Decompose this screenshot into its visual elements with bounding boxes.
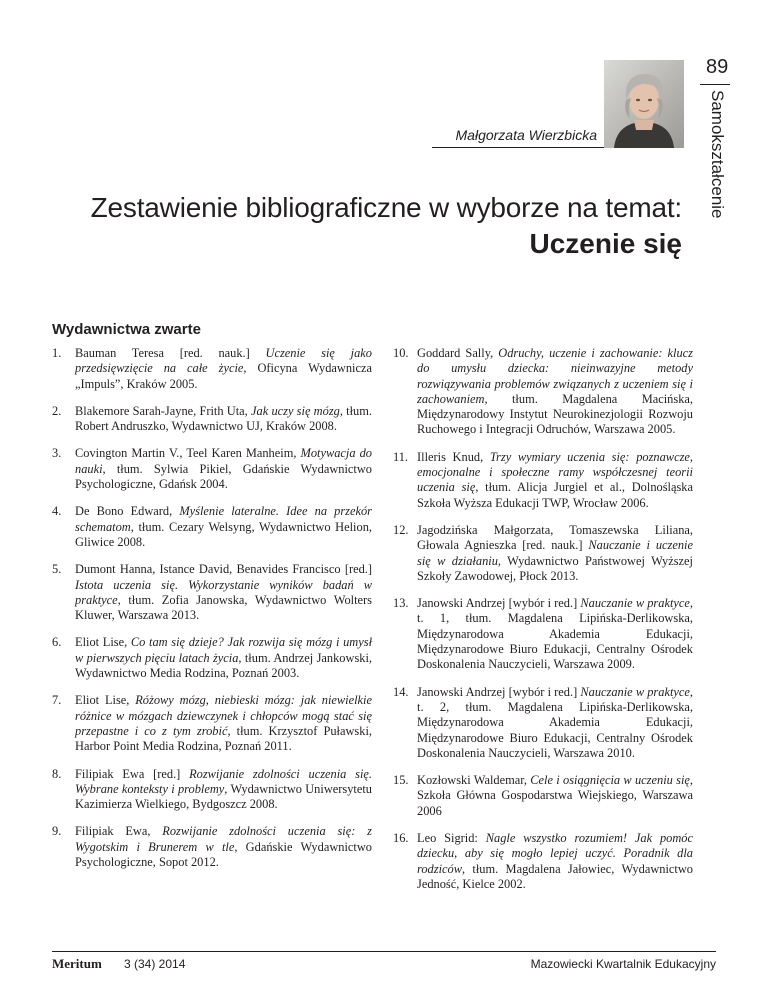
reference-publication: , Wydawnictwo Państwowej Wyższej Szkoły Zawodowej, Płock 2013. (417, 553, 693, 583)
reference-item (393, 523, 693, 584)
reference-number: 5. (52, 562, 62, 577)
reference-publication: , tłum. Zofia Janowska, Wydawnictwo Wolters Kluwer, Warszawa 2013. (75, 592, 372, 623)
reference-number: 16. (393, 831, 409, 846)
footer-publisher: Mazowiecki Kwartalnik Edukacyjny (530, 957, 716, 971)
reference-title: Nauczanie w praktyce (580, 596, 690, 611)
reference-title: Różowy mózg, niebieski mózg: jak niewielkie różnice w mózgach dziewczynek i chłopców mogą stać się przepastne i co z tym zrobić (75, 693, 373, 738)
reference-authors: Dumont Hanna, Istance David, Benavides Francisco [red.] (75, 562, 372, 577)
reference-publication: , tłum. Alicja Jurgiel et al., Dolnośląska Szkoła Wyższa Edukacji TWP, Wrocław 2006. (417, 480, 693, 510)
reference-title: Co tam się dzieje? Jak rozwija się mózg i umysł w pierwszych pięciu latach życia (75, 635, 373, 665)
reference-authors: Bauman Teresa [red. nauk.] (75, 346, 266, 360)
footer-journal: Meritum (52, 956, 102, 971)
reference-title: Odruchy, uczenie i zachowanie: klucz do umysłu dziecka: nieinwazyjne metody rozwiązywania problemów związanych z uczeniem się i zachowaniem (417, 346, 693, 406)
reference-publication: , tłum. Sylwia Pikiel, Gdańskie Wydawnictwo Psychologiczne, Gdańsk 2004. (75, 461, 372, 492)
reference-number: 4. (52, 504, 62, 519)
reference-authors: Goddard Sally, (417, 346, 499, 360)
reference-number: 11. (393, 449, 409, 464)
article-title: Zestawienie bibliograficzne w wyborze na temat: (90, 192, 682, 223)
section-heading: Wydawnictwa zwarte (52, 321, 201, 338)
reference-title: Trzy wymiary uczenia się: poznawcze, emocjonalne i społeczne ramy współczesnej teorii uczenia się (417, 449, 693, 495)
reference-authors: Covington Martin V., Teel Karen Manheim, (75, 446, 301, 461)
reference-number: 13. (393, 596, 409, 611)
reference-item (52, 504, 372, 550)
references-left-column (52, 346, 372, 882)
author-name: Małgorzata Wierzbicka (455, 127, 597, 143)
reference-number: 7. (52, 693, 62, 708)
reference-item (52, 635, 372, 681)
reference-authors: Eliot Lise, (75, 635, 131, 650)
reference-title: Motywacja do nauki (75, 446, 373, 476)
reference-number: 1. (52, 346, 62, 360)
reference-item (393, 450, 693, 511)
reference-authors: Janowski Andrzej [wybór i red.] (417, 684, 581, 699)
reference-publication: , tłum. Krzysztof Puławski, Harbor Point Media Rodzina, Poznań 2011. (75, 723, 372, 754)
section-label-vertical (703, 90, 731, 240)
reference-item (393, 596, 693, 672)
reference-publication: , Szkoła Główna Gospodarstwa Wiejskiego, Warszawa 2006 (417, 773, 693, 818)
author-photo (604, 60, 684, 148)
reference-authors: Kozłowski Waldemar, (417, 773, 531, 788)
reference-authors: Filipiak Ewa [red.] (75, 766, 190, 781)
section-label: Samokształcenie (708, 90, 727, 219)
reference-authors: Blakemore Sarah-Jayne, Frith Uta, (75, 403, 252, 418)
reference-authors: Eliot Lise, (75, 693, 136, 708)
reference-item (52, 346, 372, 392)
reference-item (52, 404, 372, 435)
reference-publication: , tłum. Magdalena Macińska, Międzynarodowy Instytut Neurokinezjologii Rozwoju Ruchowego i Integracji Odruchów, Warszawa 2005. (417, 391, 693, 437)
reference-authors: Filipiak Ewa, (75, 824, 163, 839)
footer-rule (52, 951, 716, 952)
page-number-rule (700, 84, 730, 85)
reference-title: Istota uczenia się. Wykorzystanie wyników badań w praktyce (75, 577, 372, 607)
reference-authors: Jagodzińska Małgorzata, Tomaszewska Liliana, Głowala Agnieszka [red. nauk.] (417, 522, 693, 553)
reference-title: Uczenie się jako przedsięwzięcie na całe życie (75, 346, 372, 376)
reference-item (393, 685, 693, 761)
author-portrait-image (604, 60, 684, 148)
reference-item (393, 831, 693, 892)
reference-title: Nauczanie i uczenie się w działaniu (417, 538, 693, 568)
reference-authors: Leo Sigrid: (417, 831, 486, 846)
reference-authors: Janowski Andrzej [wybór i red.] (417, 596, 581, 611)
reference-title: Nauczanie w praktyce (580, 684, 690, 699)
reference-publication: , tłum. Magdalena Jałowiec, Wydawnictwo Jedność, Kielce 2002. (417, 861, 693, 891)
reference-item (52, 693, 372, 754)
article-title-topic: Uczenie się (529, 228, 682, 259)
reference-publication: , t. 1, tłum. Magdalena Lipińska-Derlikowska, Międzynarodowa Akademia Edukacji, Międzynarodowe Biuro Edukacji, Centralny Ośrodek Doskonalenia Nauczycieli, Warszawa 2009. (417, 596, 693, 672)
reference-item (52, 767, 372, 813)
reference-number: 15. (393, 773, 409, 788)
reference-number: 2. (52, 403, 62, 418)
reference-publication: , Gdańskie Wydawnictwo Psychologiczne, Sopot 2012. (75, 839, 372, 870)
reference-title: Cele i osiągnięcia w uczeniu się (530, 773, 690, 788)
reference-publication: , tłum. Cezary Welsyng, Wydawnictwo Helion, Gliwice 2008. (75, 519, 372, 549)
reference-item (52, 824, 372, 870)
footer-issue: 3 (34) 2014 (124, 957, 186, 971)
reference-publication: , Wydawnictwo Uniwersytetu Kazimierza Wielkiego, Bydgoszcz 2008. (75, 781, 372, 812)
reference-item (393, 773, 693, 819)
reference-publication: , tłum. Andrzej Jankowski, Wydawnictwo Media Rodzina, Poznań 2003. (75, 650, 373, 681)
reference-publication: , tłum. Robert Andruszko, Wydawnictwo UJ, Kraków 2008. (75, 403, 372, 434)
reference-title: Rozwijanie zdolności uczenia się. Wybrane konteksty i problemy (75, 766, 372, 796)
reference-authors: De Bono Edward, (75, 504, 180, 519)
reference-title: Jak uczy się mózg (251, 403, 340, 418)
page-number: 89 (706, 56, 729, 78)
reference-publication: , t. 2, tłum. Magdalena Lipińska-Derlikowska, Międzynarodowa Akademia Edukacji, Międzynarodowe Biuro Edukacji, Centralny Ośrodek Doskonalenia Nauczycieli, Warszawa 2010. (417, 684, 693, 760)
reference-number: 8. (52, 766, 62, 781)
reference-authors: Illeris Knud, (417, 449, 490, 464)
reference-number: 9. (52, 824, 62, 839)
reference-title: Rozwijanie zdolności uczenia się: z Wygotskim i Brunerem w tle (75, 824, 372, 854)
reference-number: 14. (393, 684, 409, 699)
reference-number: 6. (52, 635, 62, 650)
reference-number: 10. (393, 346, 409, 360)
references-right-column (393, 346, 693, 904)
reference-title: Nagle wszystko rozumiem! Jak pomóc dziecku, aby się mogło lepiej uczyć. Poradnik dla rodziców (417, 831, 694, 876)
reference-number: 3. (52, 446, 62, 461)
reference-item (52, 446, 372, 492)
reference-item (52, 562, 372, 623)
reference-item (393, 346, 693, 438)
reference-title: Myślenie lateralne. Idee na przekór schematom (75, 504, 372, 534)
reference-number: 12. (393, 522, 409, 537)
author-rule (432, 147, 604, 148)
reference-publication: , Oficyna Wydawnicza „Impuls”, Kraków 2005. (75, 361, 373, 391)
